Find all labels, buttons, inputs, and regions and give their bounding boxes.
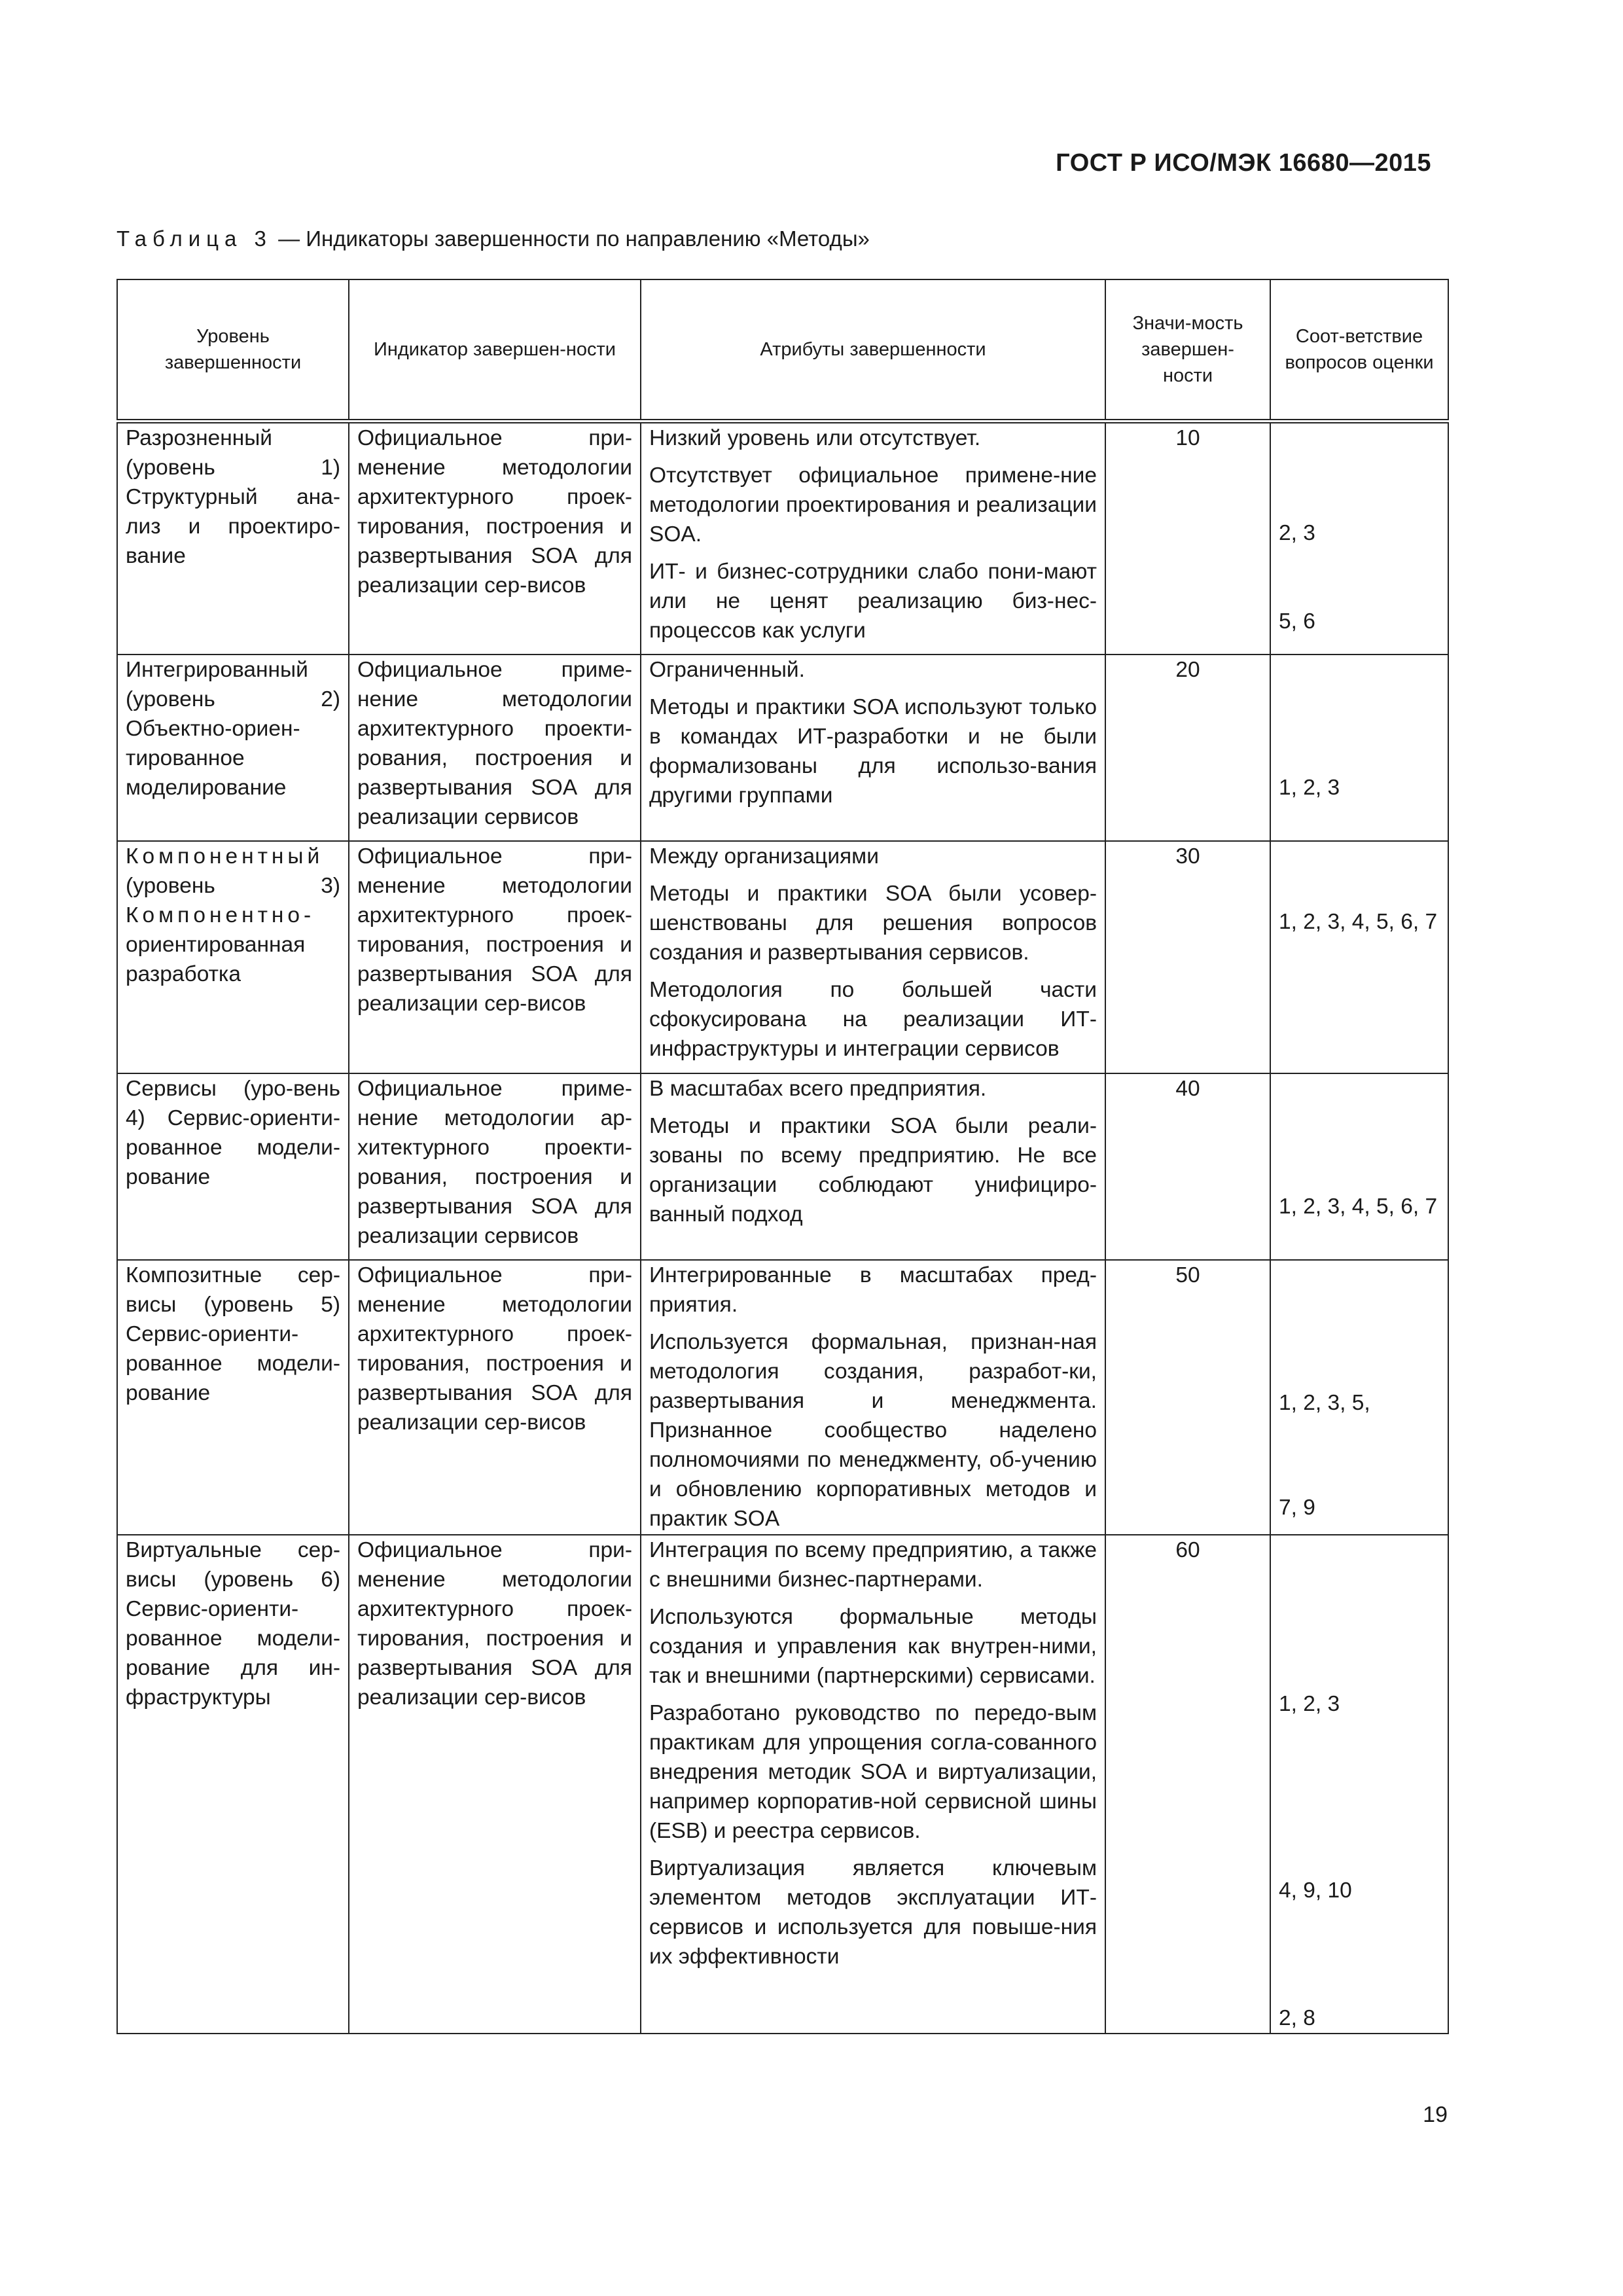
- level-cell: Разрозненный (уровень 1) Структурный ана-лиз и проектиро-вание: [117, 422, 349, 655]
- refs-cell: [1270, 655, 1448, 841]
- attribute-paragraph: Используются формальные методы создания и управления как внутрен-ними, так и внешними (партнерскими) сервисами.: [649, 1604, 1097, 1688]
- indicator-cell: Официальное приме-нение методологии архитектурного проекти-рования, построения и развертывания SOA для реализации сервисов: [349, 655, 641, 841]
- attribute-paragraph: Интегрированные в масштабах пред-приятия.: [649, 1263, 1097, 1317]
- table-caption-text: — Индикаторы завершенности по направлению «Методы»: [272, 226, 870, 251]
- table-row: [117, 1535, 1448, 2034]
- value-cell: 60: [1105, 1535, 1270, 2034]
- indicator-cell: Официальное при-менение методологии архитектурного проек-тирования, построения и развертывания SOA для реализации сер-висов: [349, 1535, 641, 2034]
- attribute-paragraph: ИТ- и бизнес-сотрудники слабо пони-мают или не ценят реализацию биз-нес-процессов как услуги: [649, 560, 1097, 643]
- attributes-cell: [641, 1535, 1105, 2034]
- value-cell: 10: [1105, 422, 1270, 655]
- attributes-cell: [641, 422, 1105, 655]
- refs-cell: [1270, 1260, 1448, 1535]
- indicator-cell: Официальное приме-нение методологии ар-хитектурного проекти-рования, построения и развертывания SOA для реализации сервисов: [349, 1073, 641, 1260]
- column-header-indicator: Индикатор завершен-ности: [349, 279, 641, 422]
- level-type-suffix: ориентированная разработка: [126, 932, 306, 986]
- maturity-indicators-table: [116, 279, 1449, 2034]
- attributes-cell: [641, 655, 1105, 841]
- table-row: [117, 655, 1448, 841]
- refs-cell: [1270, 422, 1448, 655]
- column-header-level: Уровень завершенности: [117, 279, 349, 422]
- table-row: [117, 422, 1448, 655]
- refs-cell: [1270, 1073, 1448, 1260]
- attributes-cell: [641, 1260, 1105, 1535]
- attribute-paragraph: Отсутствует официальное примене-ние методологии проектирования и реализации SOA.: [649, 463, 1097, 547]
- refs-cell: [1270, 1535, 1448, 2034]
- attribute-paragraph: Используется формальная, признан-ная методология создания, разработ-ки, развертывания и менеджмента. Признанное сообщество наделено полномочиями по менеджменту, об-учению и обновлению корпоративных методов и практик SOA: [649, 1329, 1097, 1531]
- page-number: 19: [1423, 2102, 1448, 2127]
- question-refs: 1, 2, 3, 5,: [1279, 1390, 1370, 1415]
- level-cell: Виртуальные сер-висы (уровень 6) Сервис-ориенти-рованное модели-рование для ин-фраструктуры: [117, 1535, 349, 2034]
- indicator-cell: Официальное при-менение методологии архитектурного проек-тирования, построения и развертывания SOA для реализации сер-висов: [349, 841, 641, 1073]
- level-cell: Композитные сер-висы (уровень 5) Сервис-ориенти-рованное модели-рование: [117, 1260, 349, 1535]
- table-row: [117, 841, 1448, 1073]
- attribute-paragraph: Разработано руководство по передо-вым практикам для упрощения согла-сованного внедрения методик SOA и виртуализации, например корпоратив-ной сервисной шины (ESB) и реестра сервисов.: [649, 1700, 1097, 1843]
- question-refs: 1, 2, 3, 4, 5, 6, 7: [1279, 909, 1438, 934]
- level-type-prefix: Компонентно-: [126, 903, 315, 927]
- attribute-paragraph: Низкий уровень или отсутствует.: [649, 426, 981, 450]
- attribute-paragraph: Между организациями: [649, 844, 879, 869]
- column-header-refs: Соот-ветствие вопросов оценки: [1270, 279, 1448, 422]
- question-refs: 2, 8: [1279, 2005, 1315, 2030]
- question-refs: 1, 2, 3: [1279, 1691, 1340, 1716]
- value-cell: 20: [1105, 655, 1270, 841]
- question-refs: 2, 3: [1279, 521, 1315, 545]
- question-refs: 7, 9: [1279, 1495, 1315, 1520]
- attributes-cell: [641, 1073, 1105, 1260]
- value-cell: 30: [1105, 841, 1270, 1073]
- attributes-cell: [641, 841, 1105, 1073]
- attribute-paragraph: Ограниченный.: [649, 657, 805, 682]
- attribute-paragraph: В масштабах всего предприятия.: [649, 1076, 987, 1101]
- attribute-paragraph: Виртуализация является ключевым элементом методов эксплуатации ИТ-сервисов и используется для повыше-ния их эффективности: [649, 1856, 1097, 1969]
- attribute-paragraph: Интеграция по всему предприятию, а также с внешними бизнес-партнерами.: [649, 1537, 1097, 1592]
- table-caption-label: Таблица 3: [116, 226, 272, 251]
- table-row: [117, 1073, 1448, 1260]
- table-caption: [116, 226, 870, 251]
- value-cell: 50: [1105, 1260, 1270, 1535]
- level-cell: Сервисы (уро-вень 4) Сервис-ориенти-рованное модели-рование: [117, 1073, 349, 1260]
- level-cell: Интегрированный (уровень 2) Объектно-ориен-тированное моделирование: [117, 655, 349, 841]
- attribute-paragraph: Методология по большей части сфокусирована на реализации ИТ-инфраструктуры и интеграции сервисов: [649, 977, 1097, 1061]
- column-header-value: Значи-мость завершен-ности: [1105, 279, 1270, 422]
- level-cell: [117, 841, 349, 1073]
- attribute-paragraph: Методы и практики SOA были усовер-шенствованы для решения вопросов создания и развертывания сервисов.: [649, 881, 1097, 965]
- indicator-cell: Официальное при-менение методологии архитектурного проек-тирования, построения и развертывания SOA для реализации сер-висов: [349, 422, 641, 655]
- question-refs: 1, 2, 3, 4, 5, 6, 7: [1279, 1194, 1438, 1219]
- column-header-attributes: Атрибуты завершенности: [641, 279, 1105, 422]
- refs-cell: [1270, 841, 1448, 1073]
- question-refs: 5, 6: [1279, 609, 1315, 634]
- document-standard-header: ГОСТ Р ИСО/МЭК 16680—2015: [1056, 149, 1431, 177]
- attribute-paragraph: Методы и практики SOA используют только в командах ИТ-разработки и не были формализованы для использо-вания другими группами: [649, 694, 1097, 808]
- indicator-cell: Официальное при-менение методологии архитектурного проек-тирования, построения и развертывания SOA для реализации сер-висов: [349, 1260, 641, 1535]
- attribute-paragraph: Методы и практики SOA были реали-зованы по всему предприятию. Не все организации соблюдают унифициро-ванный подход: [649, 1113, 1097, 1227]
- question-refs: 1, 2, 3: [1279, 775, 1340, 800]
- level-number: (уровень 3): [126, 873, 340, 898]
- table-header-row: [117, 279, 1448, 422]
- question-refs: 4, 9, 10: [1279, 1878, 1352, 1903]
- table-row: [117, 1260, 1448, 1535]
- value-cell: 40: [1105, 1073, 1270, 1260]
- level-name: Компонентный: [126, 844, 324, 869]
